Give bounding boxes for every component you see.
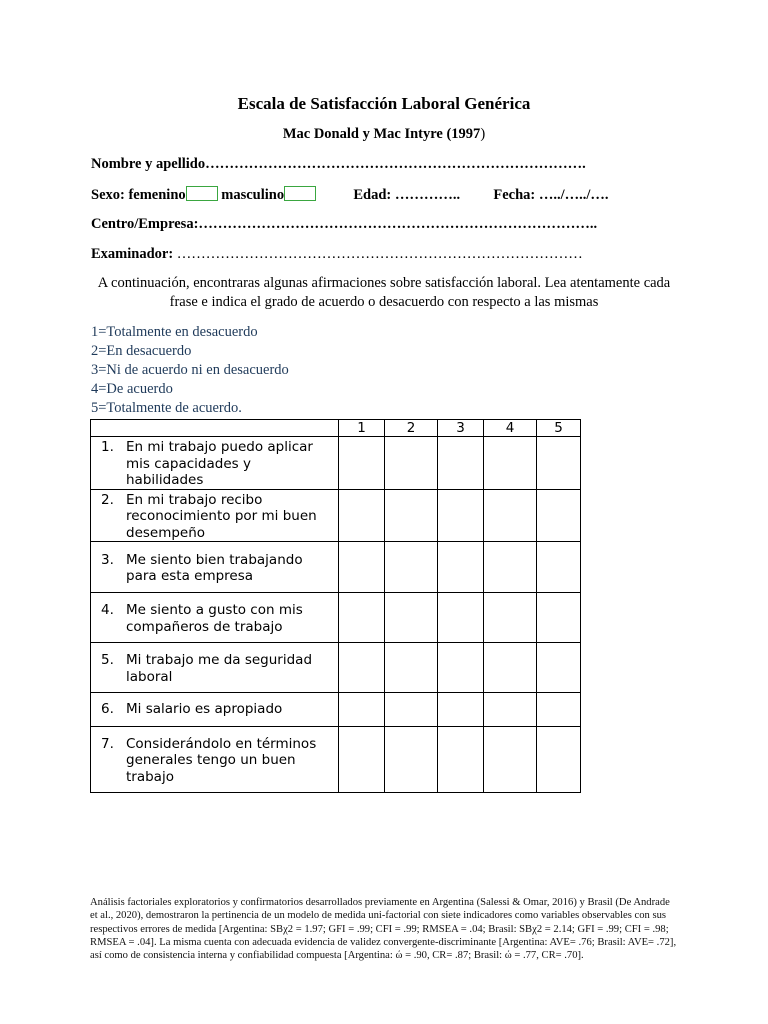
subtitle-close: ) — [480, 126, 486, 142]
answer-cell-1[interactable] — [339, 437, 385, 490]
female-checkbox[interactable] — [186, 186, 218, 201]
answer-cell-5[interactable] — [537, 593, 581, 643]
item-text: Considerándolo en términos generales tengo un buen trabajo — [126, 735, 317, 785]
answer-cell-5[interactable] — [537, 727, 581, 793]
item-text: Me siento bien trabajando para esta empresa — [126, 551, 303, 584]
answer-cell-2[interactable] — [385, 489, 438, 542]
table-row — [91, 437, 581, 490]
item-number: 2. — [101, 491, 114, 508]
answer-cell-3[interactable] — [438, 593, 484, 643]
item-text: En mi trabajo recibo reconocimiento por mi buen desempeño — [126, 491, 317, 541]
name-dots: ……………………………………………………………………. — [205, 156, 586, 172]
examiner-dots: ………………………………………………………………………… — [176, 246, 583, 262]
item-number: 1. — [101, 439, 114, 455]
answer-cell-1[interactable] — [339, 593, 385, 643]
answer-cell-2[interactable] — [385, 542, 438, 593]
center-line[interactable] — [91, 216, 597, 233]
answer-cell-1[interactable] — [339, 489, 385, 542]
item-number: 6. — [101, 701, 114, 718]
scale-item: 3=Ni de acuerdo ni en desacuerdo — [91, 362, 289, 378]
answer-cell-2[interactable] — [385, 693, 438, 727]
name-label: Nombre y apellido — [91, 156, 206, 172]
answer-cell-3[interactable] — [438, 437, 484, 490]
answer-cell-2[interactable] — [385, 593, 438, 643]
item-cell — [91, 643, 339, 693]
answer-cell-2[interactable] — [385, 437, 438, 490]
answer-cell-3[interactable] — [438, 727, 484, 793]
header-cell-2: 2 — [385, 420, 438, 437]
answer-cell-5[interactable] — [537, 693, 581, 727]
answer-cell-3[interactable] — [438, 643, 484, 693]
male-checkbox[interactable] — [284, 186, 316, 201]
item-cell — [91, 437, 339, 490]
age-field[interactable]: Edad: ………….. — [353, 187, 461, 203]
document-subtitle — [0, 126, 768, 143]
item-cell — [91, 489, 339, 542]
header-empty-cell — [91, 420, 339, 437]
answer-cell-3[interactable] — [438, 542, 484, 593]
answer-cell-3[interactable] — [438, 693, 484, 727]
date-field[interactable]: Fecha: …../…../…. — [493, 187, 609, 203]
header-cell-3: 3 — [438, 420, 484, 437]
footnote-paragraph: Análisis factoriales exploratorios y confirmatorios desarrollados previamente en Argentina (Salessi & Omar, 2016) y Brasil (De Andrade et al., 2020), demostraron la pertinencia de un modelo de medida uni-factorial con siete indicadores como variables observables con sus respectivos errores de medida [Argentina: SBχ2 = 1.97; GFI = .99; CFI = .99; RMSEA = .04; Brasil: SBχ2 = 2.14; GFI = .99; CFI = .98; RMSEA = .04]. La misma cuenta con adecuada evidencia de validez convergente-discriminante [Argentina: AVE= .76; Brasil: AVE= .72], así como de consistencia interna y confiabilidad compuesta [Argentina: ώ = .90, CR= .87; Brasil: ώ = .77, CR= .70]. — [90, 897, 677, 962]
sex-age-date-line — [91, 186, 609, 204]
document-title: Escala de Satisfacción Laboral Genérica — [237, 94, 531, 113]
male-label: masculino — [221, 187, 285, 203]
answer-cell-1[interactable] — [339, 542, 385, 593]
center-label: Centro/Empresa: — [91, 216, 199, 232]
instructions-paragraph: A continuación, encontraras algunas afirmaciones sobre satisfacción laboral. Lea atentamente cada frase e indica el grado de acuerdo o desacuerdo con respecto a las mismas — [97, 275, 671, 310]
answer-cell-4[interactable] — [484, 693, 537, 727]
answer-cell-4[interactable] — [484, 437, 537, 490]
item-cell — [91, 542, 339, 593]
scale-item: 5=Totalmente de acuerdo. — [91, 400, 242, 416]
satisfaction-table — [90, 419, 581, 793]
answer-cell-5[interactable] — [537, 643, 581, 693]
answer-cell-2[interactable] — [385, 643, 438, 693]
answer-cell-4[interactable] — [484, 643, 537, 693]
center-dots: ……………………………………………………………………….. — [198, 216, 598, 232]
item-number: 3. — [101, 551, 114, 568]
table-row — [91, 693, 581, 727]
item-cell — [91, 593, 339, 643]
answer-cell-1[interactable] — [339, 643, 385, 693]
answer-cell-4[interactable] — [484, 489, 537, 542]
table-row — [91, 643, 581, 693]
answer-cell-4[interactable] — [484, 542, 537, 593]
item-text: Me siento a gusto con mis compañeros de trabajo — [126, 602, 303, 635]
table-row — [91, 593, 581, 643]
table-row — [91, 727, 581, 793]
subtitle-authors: Mac Donald y Mac Intyre (1997 — [282, 126, 481, 142]
answer-cell-2[interactable] — [385, 727, 438, 793]
answer-cell-5[interactable] — [537, 437, 581, 490]
table-row — [91, 542, 581, 593]
answer-cell-1[interactable] — [339, 727, 385, 793]
item-text: Mi trabajo me da seguridad laboral — [126, 652, 313, 685]
answer-cell-1[interactable] — [339, 693, 385, 727]
scale-item: 4=De acuerdo — [91, 381, 173, 397]
header-cell-1: 1 — [339, 420, 385, 437]
header-cell-5: 5 — [537, 420, 581, 437]
answer-cell-5[interactable] — [537, 489, 581, 542]
answer-cell-4[interactable] — [484, 727, 537, 793]
examiner-line[interactable] — [91, 246, 583, 263]
item-number: 5. — [101, 652, 114, 668]
answer-cell-5[interactable] — [537, 542, 581, 593]
scale-item: 2=En desacuerdo — [91, 343, 192, 359]
scale-item: 1=Totalmente en desacuerdo — [91, 324, 258, 340]
item-number: 4. — [101, 602, 114, 618]
name-line[interactable] — [91, 156, 586, 173]
item-cell — [91, 693, 339, 727]
item-cell — [91, 727, 339, 793]
item-text: Mi salario es apropiado — [126, 701, 283, 718]
answer-cell-4[interactable] — [484, 593, 537, 643]
examiner-label: Examinador: — [91, 246, 177, 262]
table-row — [91, 489, 581, 542]
item-number: 7. — [101, 735, 114, 752]
table-header-row — [91, 420, 581, 437]
answer-cell-3[interactable] — [438, 489, 484, 542]
header-cell-4: 4 — [484, 420, 537, 437]
item-text: En mi trabajo puedo aplicar mis capacidades y habilidades — [126, 439, 313, 488]
sex-label: Sexo: femenino — [91, 187, 186, 203]
